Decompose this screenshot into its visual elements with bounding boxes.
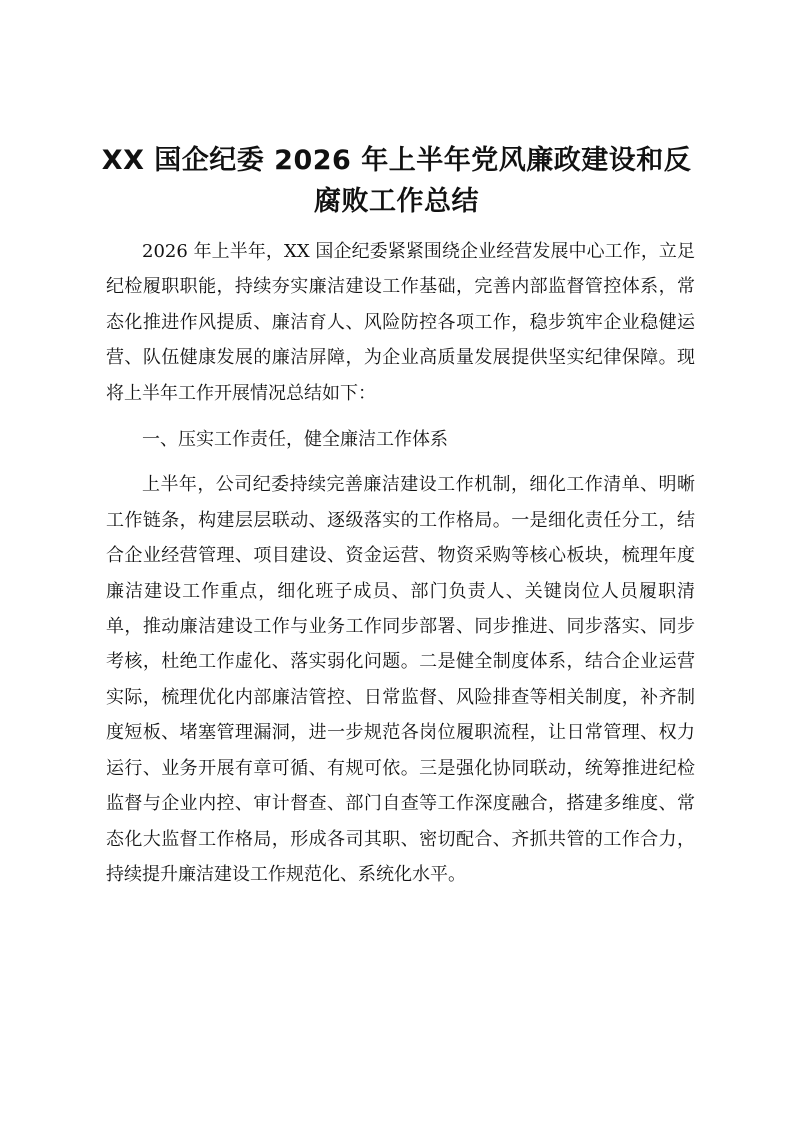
intro-paragraph: 2026 年上半年，XX 国企纪委紧紧围绕企业经营发展中心工作，立足纪检履职职能，持续夯实廉洁建设工作基础，完善内部监督管控体系，常态化推进作风提质、廉洁育人、风险防控各项工作，稳步筑牢企业稳健运营、队伍健康发展的廉洁屏障，为企业高质量发展提供坚实纪律保障。现将上半年工作开展情况总结如下： [106, 241, 695, 404]
section-heading: 一、压实工作责任，健全廉洁工作体系 [142, 428, 448, 450]
section-paragraph: 上半年，公司纪委持续完善廉洁建设工作机制，细化工作清单、明晰工作链条，构建层层联动、逐级落实的工作格局。一是细化责任分工，结合企业经营管理、项目建设、资金运营、物资采购等核心板块，梳理年度廉洁建设工作重点，细化班子成员、部门负责人、关键岗位人员履职清单，推动廉洁建设工作与业务工作同步部署、同步推进、同步落实、同步考核，杜绝工作虚化、落实弱化问题。二是健全制度体系，结合企业运营实际，梳理优化内部廉洁管控、日常监督、风险排查等相关制度，补齐制度短板、堵塞管理漏洞，进一步规范各岗位履职流程，让日常管理、权力运行、业务开展有章可循、有规可依。三是强化协同联动，统筹推进纪检监督与企业内控、审计督查、部门自查等工作深度融合，搭建多维度、常态化大监督工作格局，形成各司其职、密切配合、齐抓共管的工作合力，持续提升廉洁建设工作规范化、系统化水平。 [106, 474, 695, 885]
document-body [106, 234, 695, 903]
document-title: XX 国企纪委 2026 年上半年党风廉政建设和反腐败工作总结 [101, 145, 692, 217]
